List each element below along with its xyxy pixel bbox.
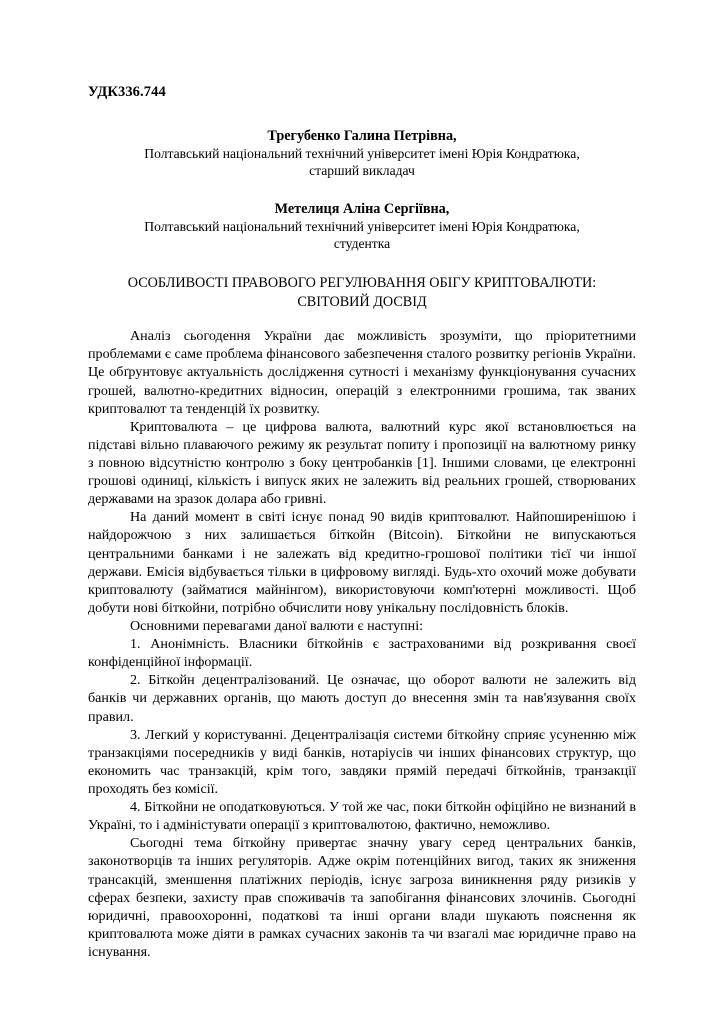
paragraph: Криптовалюта – це цифрова валюта, валютний курс якої встановлюється на підставі вільно плаваючого режиму як результат попиту і пропозиції на валютному ринку з повною відсутністю контролю з боку центробанків [1]. Іншими словами, це електронні грошові одиниці, кількість і випуск яких не залежить від реальних грошей, створюваних державами на зразок долара або гривні. bbox=[88, 418, 636, 508]
author-block-1 bbox=[88, 127, 636, 180]
document-content bbox=[88, 84, 636, 961]
title-line-1: ОСОБЛИВОСТІ ПРАВОВОГО РЕГУЛЮВАННЯ ОБІГУ КРИПТОВАЛЮТИ: bbox=[127, 275, 597, 292]
author-affiliation: Полтавський національний технічний університет імені Юрія Кондратюка, bbox=[144, 146, 580, 162]
list-item: 4. Біткойни не оподатковуються. У той же час, поки біткойн офіційно не визнаний в Україні, то і адміністувати операції з криптовалютою, фактично, неможливо. bbox=[88, 799, 636, 834]
author-role: старший викладач bbox=[309, 163, 415, 179]
paragraph: Сьогодні тема біткойну привертає значну увагу серед центральних банків, законотворців та інших регуляторів. Адже окрім потенційних вигод, таких як зниження трансакцій, зменшення платіжних періодів, існує загроза виникнення ряду ризиків у сферах безпеки, захисту прав споживачів та запобігання фінансових злочинів. Сьогодні юридичні, правоохоронні, податкові та інші органи влади шукають пояснення як криптовалюта може діяти в рамках сучасних законів та чи взагалі має юридичне право на існування. bbox=[88, 835, 636, 960]
author-block-2 bbox=[88, 200, 636, 253]
title-line-2: СВІТОВИЙ ДОСВІД bbox=[297, 293, 427, 310]
list-item: 3. Легкий у користуванні. Децентралізація системи біткойну сприяє усуненню між транзакціями посередників у виді банків, нотаріусів чи інших фінансових структур, що економить час транзакцій, крім того, завдяки прямій передачі біткойнів, транзакції проходять без комісії. bbox=[88, 726, 636, 797]
author-affiliation: Полтавський національний технічний університет імені Юрія Кондратюка, bbox=[144, 218, 580, 234]
author-name: Метелиця Аліна Сергіївна, bbox=[274, 200, 450, 217]
udk-code: УДК336.744 bbox=[88, 84, 166, 100]
list-item: 2. Біткойн децентралізований. Це означає, що оборот валюти не залежить від банків чи державних органів, що мають доступ до внесення змін та нав'язування своїх правил. bbox=[88, 672, 636, 725]
paragraph: Основними перевагами даної валюти є наступні: bbox=[130, 618, 424, 634]
author-role: студентка bbox=[333, 236, 391, 252]
page-title bbox=[88, 274, 636, 311]
body-text bbox=[88, 327, 636, 961]
paragraph: Аналіз сьогодення України дає можливість зрозуміти, що пріоритетними проблемами є саме проблема фінансового забезпечення сталого розвитку регіонів України. Це обґрунтовує актуальність дослідження сутності і механізму функціонування сучасних грошей, валютно-кредитних відносин, операцій з електронними грошима, так званих криптовалют та тенденцій їх розвитку. bbox=[88, 328, 636, 417]
paragraph: На даний момент в світі існує понад 90 видів криптовалют. Найпоширенішою і найдорожчою з них залишається біткойн (Bitcoin). Біткойни не випускаються центральними банками і не залежать від кредитно-грошової політики тієї чи іншої держави. Емісія відбувається тільки в цифровому вигляді. Будь-хто охочий може добувати криптовалюту (займатися майнінгом), використовуючи комп'ютерні можливості. Щоб добути нові біткойни, потрібно обчислити нову унікальну послідовність блоків. bbox=[88, 509, 636, 616]
author-name: Трегубенко Галина Петрівна, bbox=[267, 128, 457, 144]
list-item: 1. Анонімність. Власники біткойнів є застрахованими від розкривання своєї конфіденційної інформації. bbox=[88, 636, 636, 671]
